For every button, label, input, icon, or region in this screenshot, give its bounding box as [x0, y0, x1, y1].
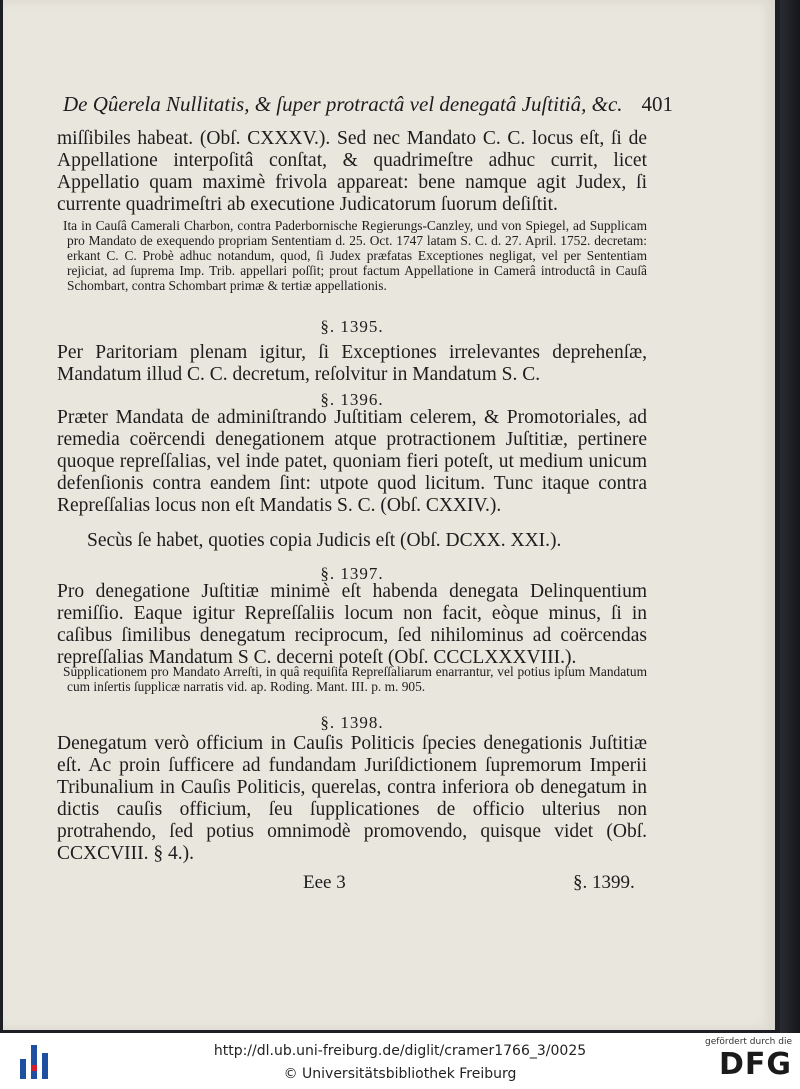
section-heading-1398 [57, 713, 647, 733]
paragraph: Pro denegatione Juſtitiæ minimè eſt habenda denegata Delinquentium remiſſio. Eaque igitur Repreſſaliis locum non facit, eòque minus, ſi in caſibus ſimilibus denegatum reciprocum, ſed nihilominus ad coërcendas repreſſalias Mandatum S C. decerni poteſt (Obſ. CCCLXXXVIII.). [57, 581, 647, 668]
signature-mark: Eee 3 [303, 872, 346, 893]
footnote-block-1 [57, 218, 647, 293]
footnote-block-2 [57, 664, 647, 694]
copyright-notice: © Universitätsbibliothek Freiburg [283, 1066, 517, 1082]
paragraph: Per Paritoriam plenam igitur, ſi Exceptiones irrelevantes deprehenſæ, Mandatum illud C. C. decretum, reſolvitur in Mandatum S. C. [57, 342, 647, 385]
section-number: §. 1398. [320, 713, 384, 732]
section-heading-1395 [57, 317, 647, 337]
dfg-logo-icon: DFG [718, 1047, 792, 1082]
funder-note: gefördert durch die [705, 1037, 792, 1047]
page-number: 401 [641, 92, 673, 116]
paragraph: Denegatum verò officium in Cauſis Politicis ſpecies denegationis Juſtitiæ eſt. Ac proin ſufficere ad fundandam Juriſdictionem ſupremorum Imperii Tribunalium in Cauſis Politicis, querelas, contra inferiora ob denegatum in dictis cauſis officium, ſeu ſupplicationes de officio ulterius non protrahendo, ſed potius omnimodè promovendo, quisque videt (Obſ. CCXCVIII. § 4.). [57, 733, 647, 864]
book-page [3, 0, 775, 1030]
catchword: §. 1399. [573, 872, 635, 893]
section-number: §. 1397. [320, 564, 384, 583]
running-header [63, 92, 673, 120]
funder-block [702, 1037, 792, 1083]
text-block-3 [57, 407, 647, 517]
paragraph: Præter Mandata de adminiſtrando Juſtitiam celerem, & Promotoriales, ad remedia coërcendi denegationem atque protractionem Juſtitiæ, pertinere quoque repreſſalias, vel inde patet, quoniam fieri poteſt, ut medium unicum defenſionis contra eandem ſint: utpote quod licitum. Tunc itaque contra Repreſſalias locus non eſt Mandatis S. C. (Obſ. CXXIV.). [57, 407, 647, 516]
footnote: Supplicationem pro Mandato Arreſti, in quâ requiſita Repreſſaliarum enarrantur, vel potius ipſum Mandatum cum inſertis ſupplicæ narratis vid. ap. Roding. Mant. III. p. m. 905. [63, 664, 647, 694]
permalink-url[interactable]: http://dl.ub.uni-freiburg.de/diglit/cramer1766_3/0025 [213, 1043, 587, 1059]
page-edge-shadow [780, 0, 800, 1033]
header-title: De Qûerela Nullitatis, & ſuper protractâ vel denegatâ Juſtitiâ, &c. [63, 92, 623, 116]
paragraph: miſſibiles habeat. (Obſ. CXXXV.). Sed nec Mandato C. C. locus eſt, ſi de Appellatione interpoſitâ conſtat, & quadrimeſtre adhuc currit, licet Appellatio quam maximè frivola appareat: bene namque agit Judex, ſi currente quadrimeſtri ab executione Judicatorum ſuorum deſiſtit. [57, 128, 647, 215]
text-block-5 [57, 581, 647, 669]
section-number: §. 1396. [320, 390, 384, 409]
viewer-footer [0, 1033, 800, 1089]
text-block-6 [57, 733, 647, 865]
text-block-2 [57, 342, 647, 386]
text-block-4 [57, 530, 647, 552]
paragraph: Secùs ſe habet, quoties copia Judicis eſt (Obſ. DCXX. XXI.). [87, 530, 562, 551]
section-number: §. 1395. [320, 317, 384, 336]
text-block-1 [57, 128, 647, 216]
footnote: Ita in Cauſâ Camerali Charbon, contra Paderbornische Regierungs-Canzley, und von Spiegel, ad Supplicam pro Mandato de exequendo propriam Sententiam d. 25. Oct. 1747 latam S. C. d. 27. April. 1752. decretam: erkant C. C. Probè adhuc notandum, quod, ſi Judex præfatas Exceptiones negligat, vel per Sententiam rejiciat, ad ſuprema Imp. Trib. appellari poſſit; prout factum Appellatione in Camerâ introductâ in Cauſâ Schombart, contra Schombart primæ & tertiæ appellationis. [63, 218, 647, 293]
